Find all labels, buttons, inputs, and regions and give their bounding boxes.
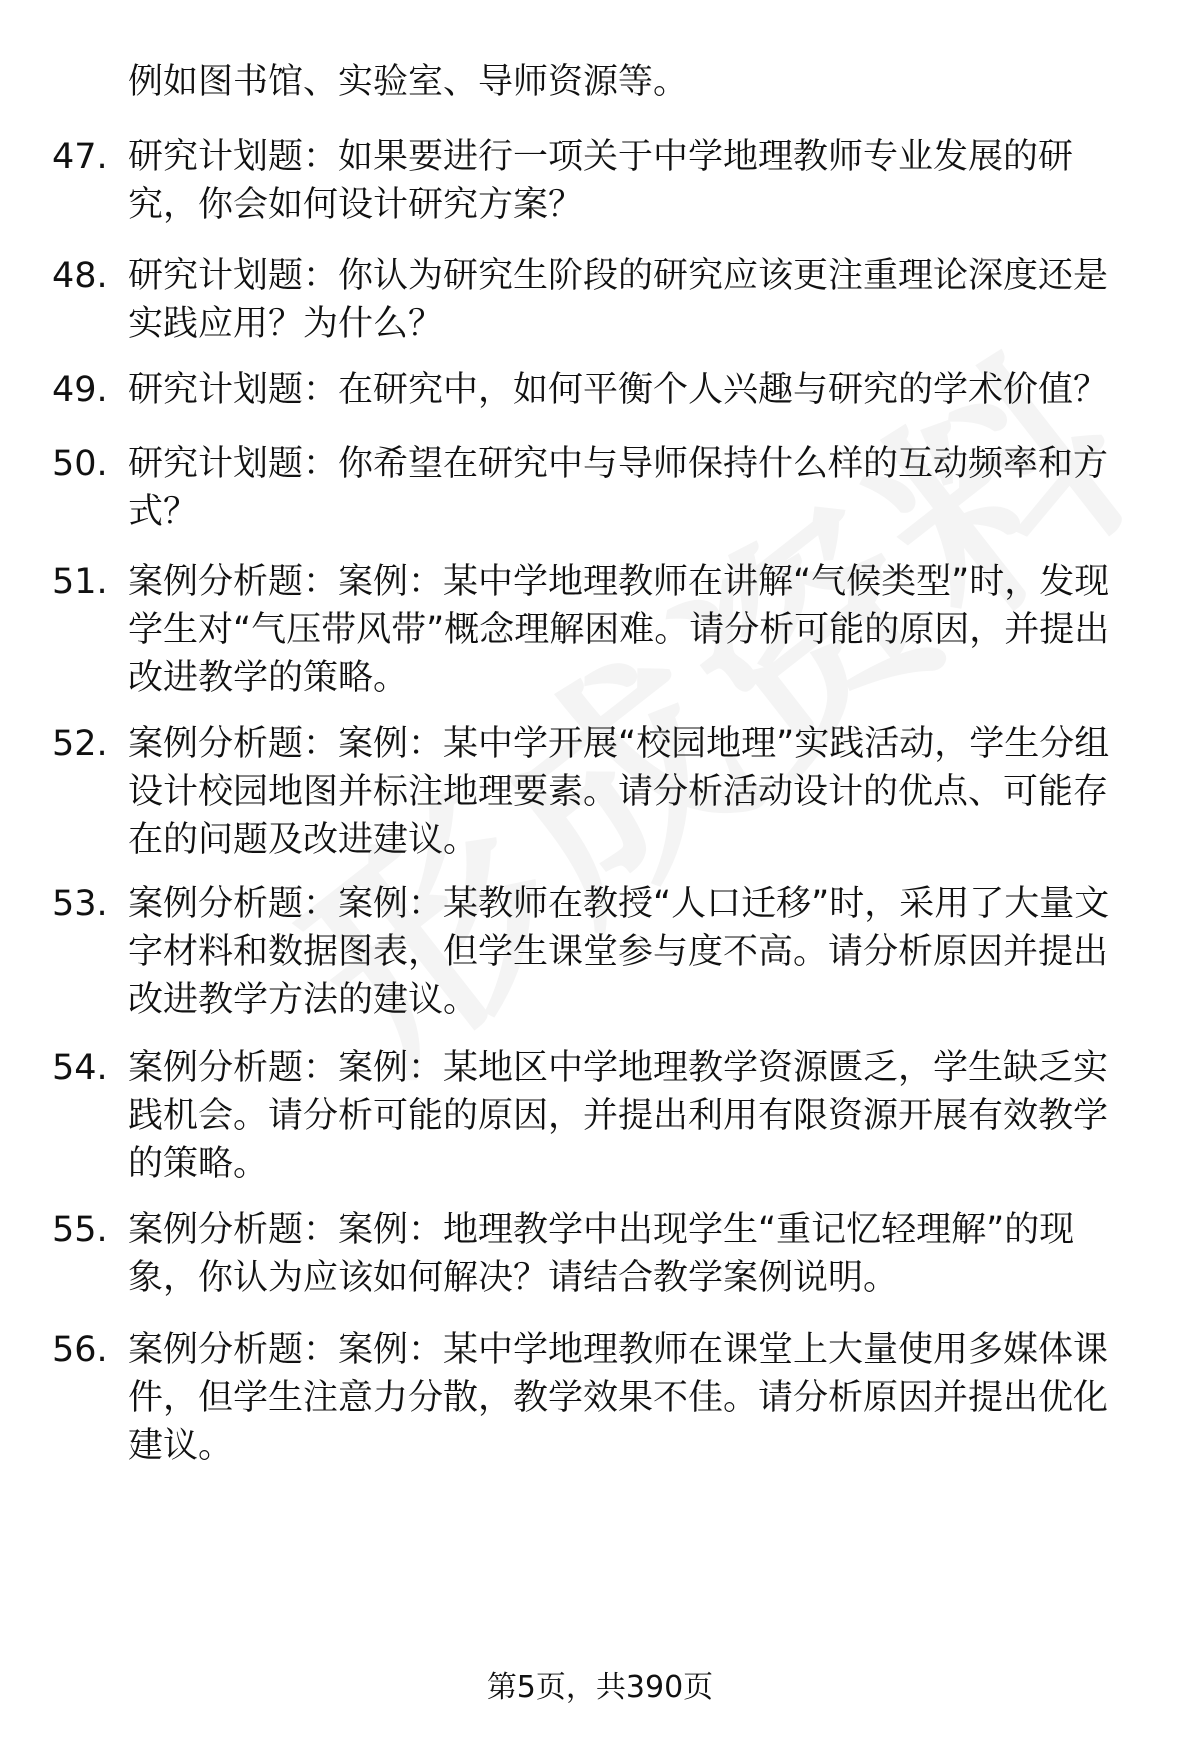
question-number: 56. (52, 1330, 108, 1370)
question-item (52, 252, 1142, 348)
question-item (52, 133, 1142, 229)
question-text: 案例分析题：案例：某地区中学地理教学资源匮乏，学生缺乏实践机会。请分析可能的原因，并提出利用有限资源开展有效教学的策略。 (128, 1048, 1109, 1184)
question-number: 49. (52, 370, 108, 410)
question-text: 研究计划题：如果要进行一项关于中学地理教师专业发展的研究，你会如何设计研究方案？ (128, 137, 1074, 225)
page-footer: 第5页，共390页 (486, 1670, 714, 1705)
question-text: 案例分析题：案例：某中学地理教师在课堂上大量使用多媒体课件，但学生注意力分散，教学效果不佳。请分析原因并提出优化建议。 (128, 1330, 1109, 1466)
question-item (52, 1326, 1142, 1470)
question-number: 55. (52, 1210, 108, 1250)
question-number: 54. (52, 1048, 108, 1088)
continuation-text: 例如图书馆、实验室、导师资源等。 (128, 62, 689, 102)
question-item (52, 1044, 1142, 1188)
question-number: 53. (52, 884, 108, 924)
question-item (52, 558, 1142, 702)
question-item (52, 366, 1142, 414)
question-text: 案例分析题：案例：某教师在教授“人口迁移”时，采用了大量文字材料和数据图表，但学生课堂参与度不高。请分析原因并提出改进教学方法的建议。 (128, 884, 1110, 1020)
question-text: 研究计划题：你认为研究生阶段的研究应该更注重理论深度还是实践应用？为什么？ (128, 256, 1109, 344)
question-number: 50. (52, 444, 108, 484)
question-number: 51. (52, 562, 108, 602)
question-number: 52. (52, 724, 108, 764)
question-number: 47. (52, 137, 108, 177)
question-text: 案例分析题：案例：某中学地理教师在讲解“气候类型”时，发现学生对“气压带风带”概念理解困难。请分析可能的原因，并提出改进教学的策略。 (128, 562, 1110, 698)
question-text: 研究计划题：在研究中，如何平衡个人兴趣与研究的学术价值？ (128, 370, 1109, 410)
question-number: 48. (52, 256, 108, 296)
question-item (52, 440, 1142, 536)
question-text: 案例分析题：案例：地理教学中出现学生“重记忆轻理解”的现象，你认为应该如何解决？请结合教学案例说明。 (128, 1210, 1075, 1298)
question-item (52, 720, 1142, 864)
question-item (52, 1206, 1142, 1302)
question-text: 研究计划题：你希望在研究中与导师保持什么样的互动频率和方式？ (128, 444, 1109, 532)
question-text: 案例分析题：案例：某中学开展“校园地理”实践活动，学生分组设计校园地图并标注地理要素。请分析活动设计的优点、可能存在的问题及改进建议。 (128, 724, 1110, 860)
question-item (52, 880, 1142, 1024)
